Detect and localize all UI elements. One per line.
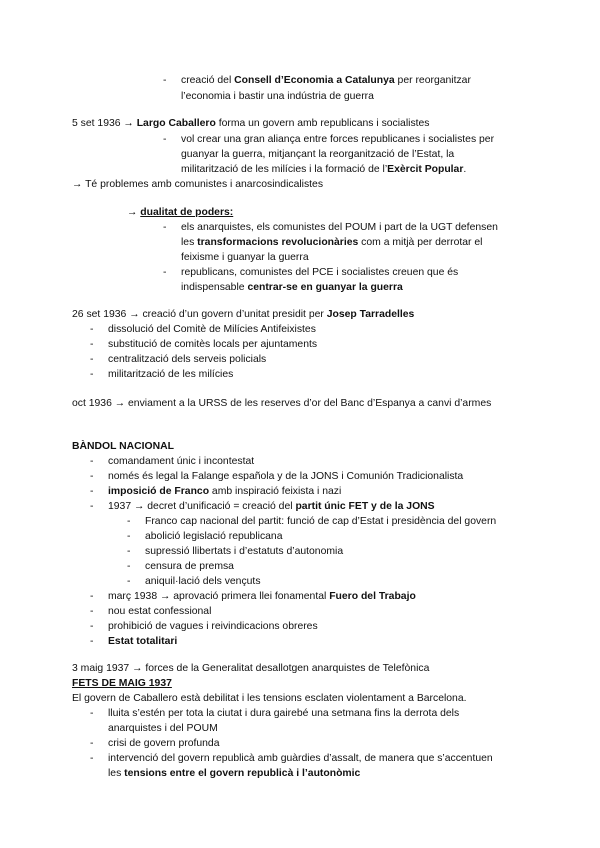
maig-item-1-line-2: anarquistes i del POUM (108, 723, 218, 734)
bold-text: Largo Caballero (136, 118, 216, 129)
oct-1936-line: oct 1936 → enviament a la URSS de les reserves d’or del Banc d’Espanya a canvi d’armes (72, 398, 492, 409)
consell-economia-line-2: l’economia i bastir una indústria de guerra (181, 91, 374, 102)
text: març 1938 → aprovació primera llei fonamental (108, 591, 330, 602)
maig-item-3-line-1: intervenció del govern republicà amb guàrdies d’assalt, de manera que s’accentuen (108, 753, 493, 764)
text: 5 set 1936 → (72, 118, 137, 129)
nacional-item (108, 590, 416, 603)
bullet-dash: - (90, 471, 94, 482)
bullet-dash: - (90, 324, 94, 335)
unificacio-subitem: Franco cap nacional del partit: funció de cap d’Estat i presidència del govern (145, 516, 497, 527)
bullet-dash: - (163, 222, 167, 233)
bullet-dash: - (90, 486, 94, 497)
maig-item-1-line-1: lluita s’estén per tota la ciutat i dura gairebé una setmana fins la derrota dels (108, 708, 460, 719)
consell-economia-line (181, 74, 471, 87)
caballero-line (72, 117, 430, 130)
nacional-item: comandament únic i incontestat (108, 456, 255, 467)
bullet-dash: - (90, 591, 94, 602)
tarradelles-item: dissolució del Comitè de Milícies Antifeixistes (108, 324, 316, 335)
bullet-dash: - (90, 753, 94, 764)
bullet-dash: - (90, 621, 94, 632)
bullet-dash: - (90, 456, 94, 467)
nacional-item (108, 635, 177, 648)
bullet-dash: - (90, 354, 94, 365)
bullet-dash: - (90, 501, 94, 512)
nacional-item (108, 485, 341, 498)
text: les (108, 768, 125, 779)
unificacio-subitem: supressió llibertats i d’estatuts d’autonomia (145, 546, 344, 557)
bullet-dash: - (163, 75, 167, 86)
tarradelles-item: substitució de comitès locals per ajuntaments (108, 339, 318, 350)
text: les (181, 237, 198, 248)
fets-de-maig-paragraph: El govern de Caballero està debilitat i les tensions esclaten violentament a Barcelona. (72, 693, 467, 704)
fets-de-maig-heading (72, 677, 172, 690)
bullet-dash: - (90, 606, 94, 617)
text: creació del (181, 75, 235, 86)
nacional-item: només és legal la Falange española y de la JONS i Comunión Tradicionalista (108, 471, 464, 482)
tarradelles-item: centralització dels serveis policials (108, 354, 267, 365)
dualitat-item-1-line-2 (181, 236, 482, 249)
text: indispensable (181, 282, 248, 293)
unificacio-subitem: abolició legislació republicana (145, 531, 283, 542)
bullet-dash: - (90, 738, 94, 749)
dualitat-item-1-line-1: els anarquistes, els comunistes del POUM i part de la UGT defensen (181, 222, 498, 233)
bold-text: tensions entre el govern republicà i l’autonòmic (124, 768, 361, 779)
bold-text: Exèrcit Popular (387, 164, 464, 175)
bold-text: Estat totalitari (108, 636, 178, 647)
bullet-dash: - (163, 267, 167, 278)
text: 1937 → decret d’unificació = creació del (108, 501, 296, 512)
maig-1937-line: 3 maig 1937 → forces de la Generalitat desallotgen anarquistes de Telefònica (72, 663, 430, 674)
caballero-aim-line-2: guanyar la guerra, mitjançant la reorganització de l’Estat, la (181, 149, 455, 160)
nacional-item: prohibició de vagues i reivindicacions obreres (108, 621, 318, 632)
text: militarització de les milícies i la formació de l’ (181, 164, 388, 175)
bullet-dash: - (90, 636, 94, 647)
bullet-dash: - (127, 531, 131, 542)
caballero-problems-line: → Té problemes amb comunistes i anarcosindicalistes (72, 179, 324, 190)
bandol-nacional-heading (72, 440, 174, 453)
bullet-dash: - (127, 576, 131, 587)
bold-text: Fuero del Trabajo (329, 591, 416, 602)
dualitat-item-2-line-2 (181, 281, 403, 294)
bold-text: imposició de Franco (108, 486, 210, 497)
bold-text: centrar-se en guanyar la guerra (247, 282, 403, 293)
caballero-aim-line-1: vol crear una gran aliança entre forces republicanes i socialistes per (181, 134, 495, 145)
text: . (463, 164, 467, 175)
bullet-dash: - (90, 339, 94, 350)
bold-text: BÀNDOL NACIONAL (72, 441, 174, 452)
tarradelles-line (72, 308, 414, 321)
maig-item-2: crisi de govern profunda (108, 738, 220, 749)
bold-text: transformacions revolucionàries (197, 237, 359, 248)
nacional-item: nou estat confessional (108, 606, 212, 617)
caballero-aim-line-3 (181, 163, 466, 176)
arrow-text: → (127, 207, 141, 218)
bold-underlined-text: dualitat de poders: (140, 207, 234, 218)
bullet-dash: - (127, 561, 131, 572)
unificacio-subitem: aniquil·lació dels vençuts (145, 576, 261, 587)
bullet-dash: - (90, 708, 94, 719)
nacional-item (108, 500, 435, 513)
bold-text: partit únic FET y de la JONS (295, 501, 435, 512)
tarradelles-item: militarització de les milícies (108, 369, 234, 380)
text: forma un govern amb republicans i socialistes (215, 118, 430, 129)
bullet-dash: - (163, 134, 167, 145)
text: 26 set 1936 → creació d’un govern d’unitat presidit per (72, 309, 327, 320)
text: com a mitjà per derrotar el (358, 237, 483, 248)
bullet-dash: - (90, 369, 94, 380)
text: per reorganitzar (394, 75, 471, 86)
text: amb inspiració feixista i nazi (209, 486, 342, 497)
maig-item-3-line-2 (108, 767, 360, 780)
unificacio-subitem: censura de premsa (145, 561, 234, 572)
bullet-dash: - (127, 516, 131, 527)
dualitat-item-2-line-1: republicans, comunistes del PCE i socialistes creuen que és (181, 267, 459, 278)
bullet-dash: - (127, 546, 131, 557)
dualitat-item-1-line-3: feixisme i guanyar la guerra (181, 252, 309, 263)
bold-underlined-text: FETS DE MAIG 1937 (72, 678, 172, 689)
bold-text: Josep Tarradelles (326, 309, 415, 320)
dualitat-heading (127, 206, 233, 219)
bold-text: Consell d’Economia a Catalunya (234, 75, 395, 86)
